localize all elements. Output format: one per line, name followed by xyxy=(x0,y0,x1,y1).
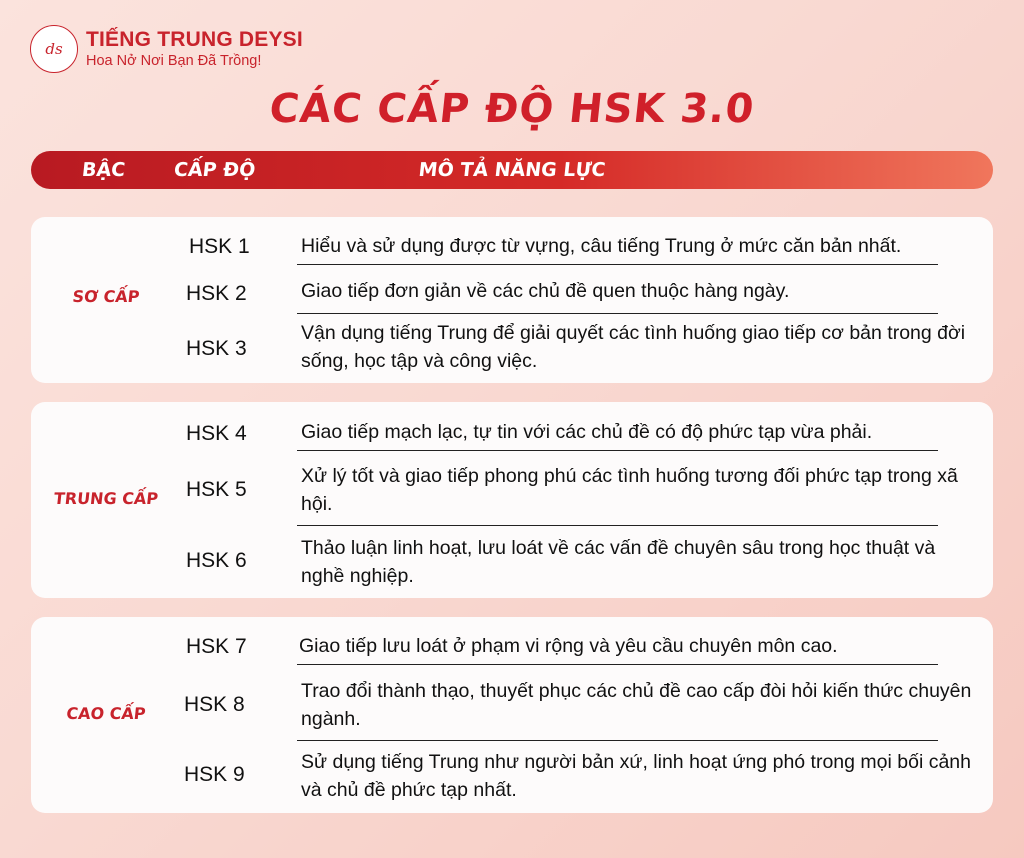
level-description: Sử dụng tiếng Trung như người bản xứ, linh hoạt ứng phó trong mọi bối cảnh và chủ đề phức tạp nhất. xyxy=(301,751,971,801)
row-divider xyxy=(297,264,938,265)
level-label: HSK 2 xyxy=(186,282,247,305)
level-description: Trao đổi thành thạo, thuyết phục các chủ đề cao cấp đòi hỏi kiến thức chuyên ngành. xyxy=(301,680,972,730)
tier-card-so-cap xyxy=(31,217,993,383)
level-description: Giao tiếp lưu loát ở phạm vi rộng và yêu cầu chuyên môn cao. xyxy=(299,635,838,657)
page-title: CÁC CẤP ĐỘ HSK 3.0 xyxy=(267,86,757,132)
level-label: HSK 5 xyxy=(186,478,247,501)
level-label: HSK 8 xyxy=(184,693,245,716)
level-label: HSK 4 xyxy=(186,422,247,445)
header-description: MÔ TẢ NĂNG LỰC xyxy=(417,159,607,181)
level-description: Xử lý tốt và giao tiếp phong phú các tình huống tương đối phức tạp trong xã hội. xyxy=(301,465,958,515)
brand-logo-text: ds xyxy=(45,40,63,58)
tier-label: TRUNG CẤP xyxy=(52,489,160,508)
tier-card-cao-cap xyxy=(31,617,993,813)
brand-slogan: Hoa Nở Nơi Bạn Đã Trồng! xyxy=(86,53,262,69)
tier-label: SƠ CẤP xyxy=(71,287,141,306)
row-divider xyxy=(297,664,938,665)
level-label: HSK 1 xyxy=(189,235,250,258)
level-description: Hiểu và sử dụng được từ vựng, câu tiếng Trung ở mức căn bản nhất. xyxy=(301,235,902,257)
level-description: Vận dụng tiếng Trung để giải quyết các tình huống giao tiếp cơ bản trong đời sống, học tập và công việc. xyxy=(301,322,966,372)
brand xyxy=(30,25,303,73)
brand-logo xyxy=(30,25,78,73)
header-level: CẤP ĐỘ xyxy=(172,159,257,181)
level-label: HSK 3 xyxy=(186,337,247,360)
level-label: HSK 6 xyxy=(186,549,247,572)
table-header xyxy=(31,151,993,189)
row-divider xyxy=(297,450,938,451)
header-tier: BẬC xyxy=(80,159,127,181)
tier-label: CAO CẤP xyxy=(65,704,147,723)
level-description: Giao tiếp mạch lạc, tự tin với các chủ đề có độ phức tạp vừa phải. xyxy=(301,421,873,443)
row-divider xyxy=(297,313,938,314)
brand-name: TIẾNG TRUNG DEYSI xyxy=(86,28,303,51)
brand-text xyxy=(86,28,303,70)
row-divider xyxy=(297,525,938,526)
row-divider xyxy=(297,740,938,741)
level-description: Giao tiếp đơn giản về các chủ đề quen thuộc hàng ngày. xyxy=(301,280,790,302)
level-label: HSK 7 xyxy=(186,635,247,658)
tier-card-trung-cap xyxy=(31,402,993,598)
level-label: HSK 9 xyxy=(184,763,245,786)
level-description: Thảo luận linh hoạt, lưu loát về các vấn đề chuyên sâu trong học thuật và nghề nghiệp. xyxy=(301,537,936,587)
